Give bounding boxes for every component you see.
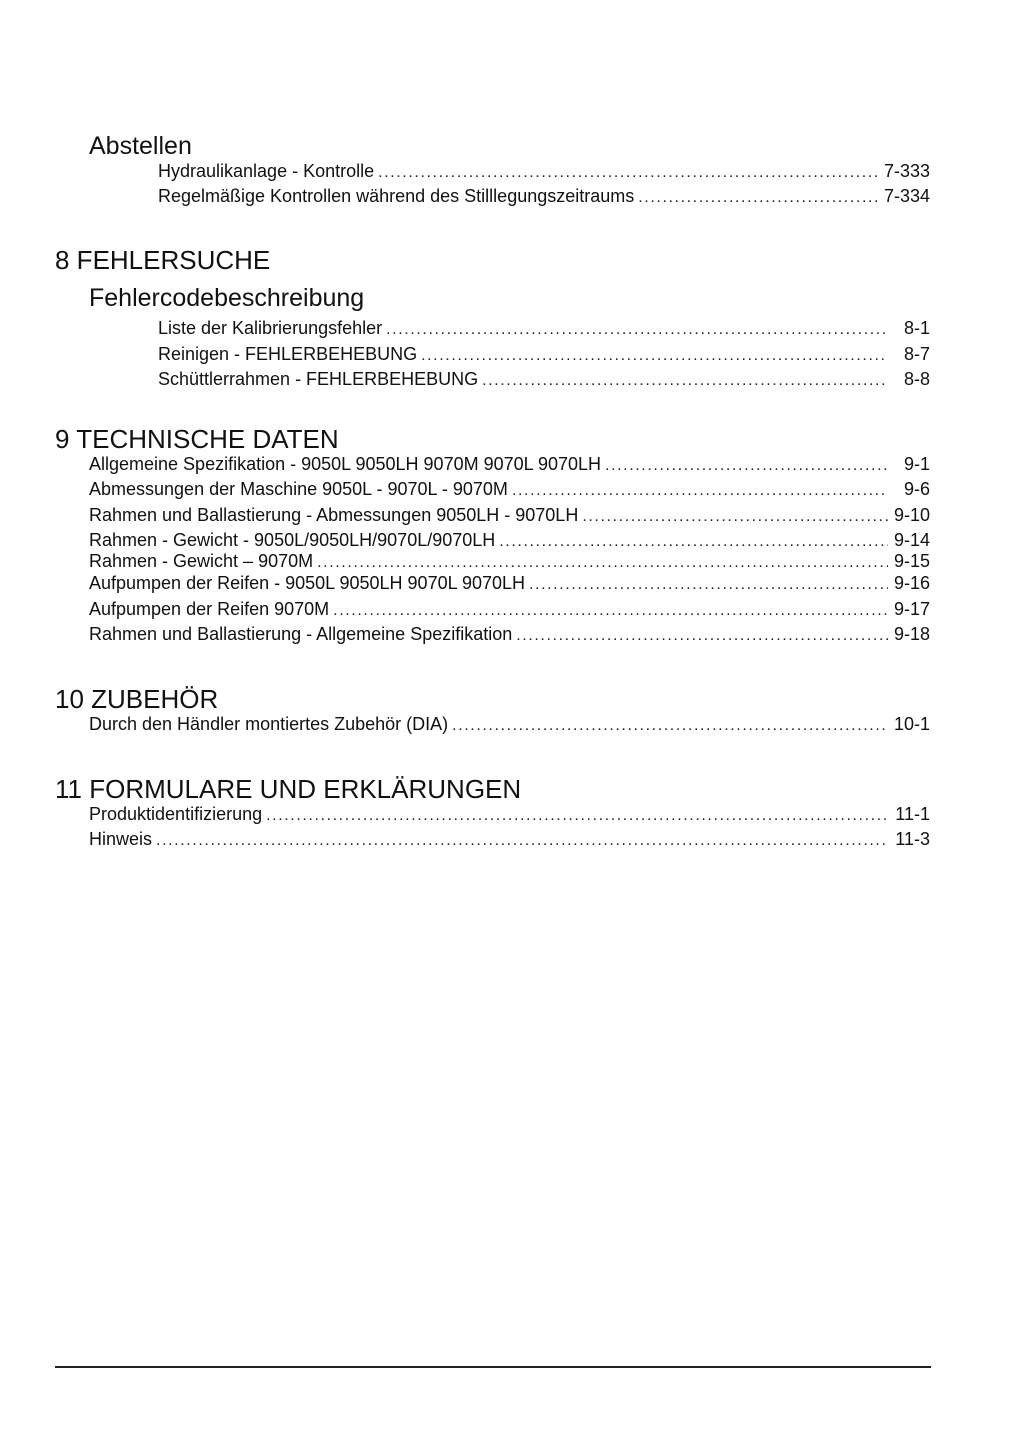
toc-entry-label: Rahmen - Gewicht – 9070M [89,551,314,571]
toc-entry[interactable] [158,317,930,341]
chapter-heading-8: 8 FEHLERSUCHE [55,245,271,275]
toc-entry-label: Produktidentifizierung [89,804,263,824]
dot-leader [421,345,888,367]
toc-entry[interactable] [89,572,930,596]
toc-entry[interactable] [89,623,930,647]
dot-leader [156,830,888,852]
dot-leader [605,455,888,477]
toc-entry-page: 8-7 [903,344,930,364]
dot-leader [452,715,888,737]
dot-leader [512,480,888,502]
toc-entry-page: 9-10 [893,505,930,525]
toc-entry-page: 9-15 [893,551,930,571]
toc-entry[interactable] [89,713,930,737]
dot-leader [582,506,888,528]
toc-entry[interactable] [89,828,930,852]
toc-entry-label: Rahmen und Ballastierung - Allgemeine Spezifikation [89,624,513,644]
toc-entry[interactable] [89,453,930,477]
toc-entry[interactable] [89,803,930,827]
toc-entry-label: Aufpumpen der Reifen 9070M [89,599,330,619]
toc-entry-page: 8-1 [903,318,930,338]
toc-entry[interactable] [89,550,930,574]
footer-rule [55,1366,931,1368]
toc-entry-label: Reinigen - FEHLERBEHEBUNG [158,344,418,364]
toc-entry-label: Schüttlerrahmen - FEHLERBEHEBUNG [158,369,479,389]
chapter-heading-10: 10 ZUBEHÖR [55,684,219,714]
dot-leader [266,805,888,827]
toc-entry-page: 8-8 [903,369,930,389]
section-heading-fehlercode: Fehlercodebeschreibung [89,284,365,312]
dot-leader [333,600,888,622]
toc-entry-page: 11-3 [895,829,930,849]
dot-leader [638,187,880,209]
toc-entry-label: Abmessungen der Maschine 9050L - 9070L - 9070M [89,479,508,499]
toc-entry-page: 9-14 [893,530,930,550]
toc-entry-page: 9-18 [893,624,930,644]
toc-entry-page: 9-16 [893,573,930,593]
toc-entry-label: Aufpumpen der Reifen - 9050L 9050LH 9070L 9070LH [89,573,525,593]
toc-entry[interactable] [158,368,930,392]
toc-entry-label: Allgemeine Spezifikation - 9050L 9050LH 9070M 9070L 9070LH [89,454,602,474]
toc-entry-label: Hinweis [89,829,153,849]
toc-entry-page: 7-333 [883,161,930,181]
dot-leader [317,552,888,574]
toc-entry-page: 9-1 [903,454,930,474]
toc-entry-label: Liste der Kalibrierungsfehler [158,318,383,338]
chapter-heading-9: 9 TECHNISCHE DATEN [55,424,339,454]
dot-leader [378,162,880,184]
section-heading-abstellen: Abstellen [89,132,192,160]
toc-entry-page: 7-334 [883,186,930,206]
toc-entry[interactable] [158,185,930,209]
toc-entry-page: 10-1 [893,714,930,734]
toc-entry-page: 9-17 [893,599,930,619]
toc-entry-label: Regelmäßige Kontrollen während des Stilllegungszeitraums [158,186,635,206]
toc-entry[interactable] [158,160,930,184]
dot-leader [516,625,888,647]
toc-entry[interactable] [89,504,930,528]
toc-entry[interactable] [89,598,930,622]
toc-entry-label: Durch den Händler montiertes Zubehör (DIA) [89,714,449,734]
toc-entry-label: Hydraulikanlage - Kontrolle [158,161,375,181]
toc-entry[interactable] [158,343,930,367]
toc-entry-label: Rahmen und Ballastierung - Abmessungen 9050LH - 9070LH [89,505,579,525]
chapter-heading-11: 11 FORMULARE UND ERKLÄRUNGEN [55,774,522,804]
dot-leader [482,370,888,392]
toc-entry-page: 11-1 [895,804,930,824]
toc-entry-label: Rahmen - Gewicht - 9050L/9050LH/9070L/9070LH [89,530,496,550]
toc-entry-page: 9-6 [903,479,930,499]
dot-leader [529,574,888,596]
dot-leader [386,319,888,341]
toc-entry[interactable] [89,478,930,502]
